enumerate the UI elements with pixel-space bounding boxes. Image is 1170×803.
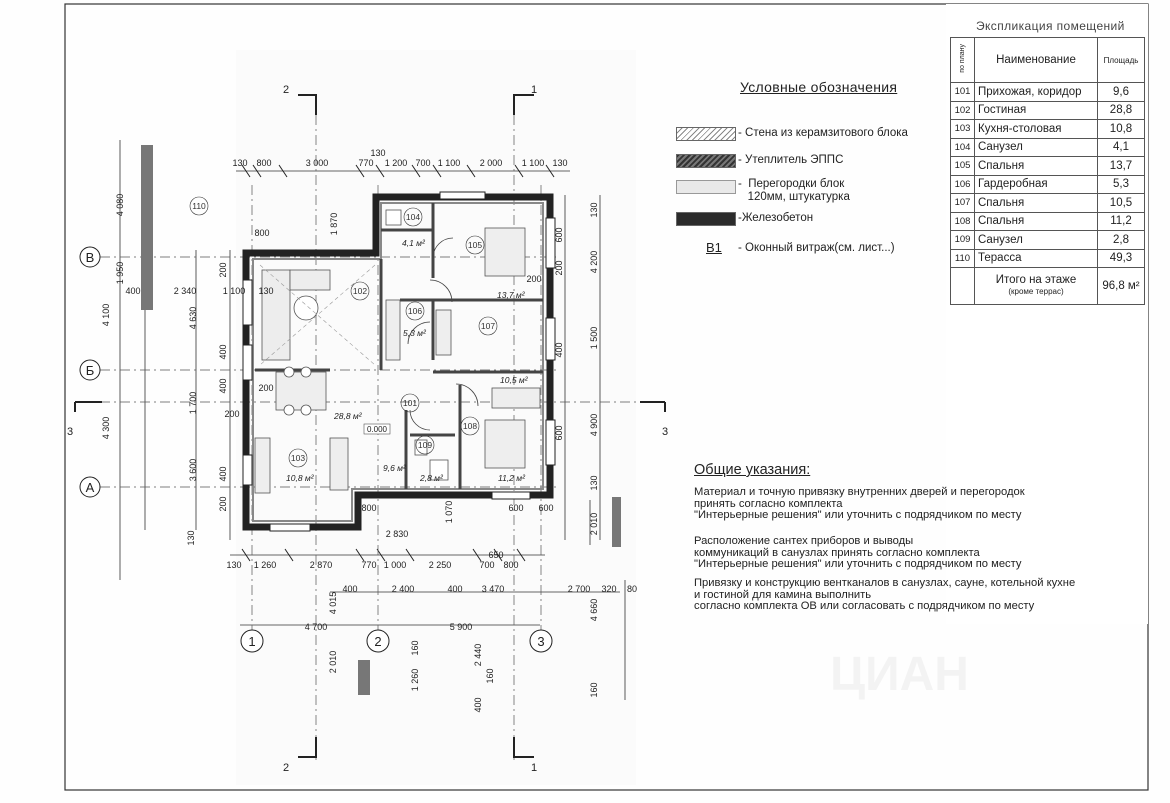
terrace-post-bottom — [358, 660, 370, 695]
dim-bot2-5: 320 — [601, 584, 617, 594]
room-area-103: 10,8 м² — [286, 473, 314, 483]
room-number-105: 105 — [467, 240, 483, 250]
room-area-102: 28,8 м² — [334, 411, 362, 421]
room-area-104: 4,1 м² — [402, 238, 425, 248]
dim-extra-1: 4 660 — [589, 598, 599, 622]
room-number-106: 106 — [407, 306, 423, 316]
dim-bot1-4: 1 000 — [383, 560, 407, 570]
dim-left-mid-2: 1 700 — [188, 391, 198, 415]
dim-left-row-1: 2 340 — [173, 286, 197, 296]
table-row: 104 Санузел 4,1 — [951, 138, 1145, 157]
dim-extra-8: 1 870 — [329, 212, 339, 236]
dim-left-mid-1: 4 630 — [188, 306, 198, 330]
dim-bot2-6: 80 — [626, 584, 638, 594]
axis-label-v: В — [85, 250, 95, 265]
explication-total-row — [951, 268, 1145, 305]
section-label-1-top: 1 — [530, 84, 538, 96]
dim-bot2-4: 2 700 — [567, 584, 591, 594]
dim-left-outer-1: 4 100 — [101, 303, 111, 327]
dim-right-6: 4 900 — [589, 413, 599, 437]
dim-top-7: 2 000 — [479, 158, 503, 168]
explication-table — [950, 37, 1145, 305]
dim-bot1-0: 130 — [226, 560, 242, 570]
dim-left-row-2: 1 100 — [222, 286, 246, 296]
table-row: 107 Спальня 10,5 — [951, 194, 1145, 213]
legend-item-partition: - Перегородки блок 120мм, штукатурка — [676, 180, 976, 194]
notes-title: Общие указания: — [694, 462, 811, 478]
table-row: 103 Кухня-столовая 10,8 — [951, 120, 1145, 139]
room-area-101: 9,6 м² — [383, 463, 406, 473]
terrace-column — [141, 145, 153, 310]
room-area-107: 10,5 м² — [500, 375, 528, 385]
table-row: 102 Гостиная 28,8 — [951, 101, 1145, 120]
dim-top-2: 3 000 — [305, 158, 329, 168]
dim-right-12: 1 070 — [444, 500, 454, 524]
room-number-103: 103 — [290, 453, 306, 463]
dim-top-3: 770 — [358, 158, 374, 168]
dim-bot1-5: 2 250 — [428, 560, 452, 570]
explication-title: Экспликация помещений — [976, 19, 1125, 33]
axis-label-1: 1 — [248, 634, 256, 649]
dim-bot1-1: 1 260 — [253, 560, 277, 570]
eps-insulation-swatch-icon — [676, 154, 736, 168]
level-mark: 0.000 — [366, 425, 388, 434]
table-row: 106 Гардеробная 5,3 — [951, 175, 1145, 194]
dim-left-inner-0: 200 — [218, 262, 228, 278]
dim-bot1-3: 770 — [361, 560, 377, 570]
dim-bot2-0: 400 — [342, 584, 358, 594]
dim-left-mid-3: 3 600 — [188, 458, 198, 482]
section-label-1-bottom: 1 — [530, 762, 538, 774]
dim-top-8: 1 100 — [521, 158, 545, 168]
dim-right-13: 800 — [361, 503, 377, 513]
dim-left-inner-2: 400 — [218, 378, 228, 394]
dim-top-0: 130 — [232, 158, 248, 168]
dim-extra-5: 160 — [485, 668, 495, 684]
dim-left-inner-5: 400 — [218, 466, 228, 482]
dim-bot1-2: 2 870 — [309, 560, 333, 570]
note-3: Привязку и конструкцию вентканалов в санузлах, сауне, котельной кухне и гостиной для камина выполнить согласно комплекта ОВ или согласовать с подрядчиком по месту — [694, 577, 1076, 612]
explication-header-name: Наименование — [975, 38, 1098, 83]
dim-left-inner-3: 200 — [224, 409, 240, 419]
dim-extra-4: 1 260 — [410, 668, 420, 692]
reinforced-concrete-swatch-icon — [676, 212, 736, 226]
dim-left-row-3: 130 — [258, 286, 274, 296]
dim-extra-11: 160 — [410, 640, 420, 656]
dim-left-inner-4: 200 — [258, 383, 274, 393]
dim-top-9: 130 — [552, 158, 568, 168]
dim-right-5: 400 — [554, 342, 564, 358]
dim-bot2-2: 400 — [447, 584, 463, 594]
dim-top-1: 800 — [256, 158, 272, 168]
room-number-110: 110 — [192, 201, 206, 211]
dim-right-11: 200 — [526, 274, 542, 284]
dim-2830: 2 830 — [385, 529, 409, 539]
dim-extra-7: 400 — [473, 697, 483, 713]
legend-item-eps-insulation: - Утеплитель ЭППС — [676, 154, 976, 168]
room-number-108: 108 — [462, 421, 478, 431]
axis-label-a: А — [85, 480, 95, 495]
dim-extra-3: 2 440 — [473, 643, 483, 667]
table-row: 110 Терасса 49,3 — [951, 249, 1145, 268]
window-label: - Оконный витраж(см. лист...) — [738, 242, 895, 254]
axis-label-3: 3 — [537, 634, 545, 649]
dim-left-inner-1: 400 — [218, 344, 228, 360]
dim-top-5: 700 — [415, 158, 431, 168]
room-area-108: 11,2 м² — [498, 473, 525, 483]
table-row: 109 Санузел 2,8 — [951, 231, 1145, 250]
dim-right-2: 200 — [554, 260, 564, 276]
dim-top-extra: 130 — [370, 148, 386, 158]
total-sub: (кроме террас) — [1008, 287, 1064, 296]
dim-left-mid-0: 1 950 — [115, 261, 125, 285]
dim-bot2-1: 2 400 — [391, 584, 415, 594]
dim-bot1-6: 700 — [479, 560, 495, 570]
section-label-3-left: 3 — [66, 426, 74, 438]
explication-header-num: по плану — [951, 38, 975, 83]
dim-left-row-0: 400 — [125, 286, 141, 296]
dim-left-outer-0: 4 080 — [115, 193, 125, 217]
table-row: 101 Прихожая, коридор 9,6 — [951, 83, 1145, 102]
dim-650: 650 — [488, 550, 504, 560]
room-area-109: 2,8 м² — [420, 473, 443, 483]
legend-item-reinforced-concrete: -Железобетон — [676, 212, 976, 226]
axis-label-2: 2 — [374, 634, 382, 649]
terrace-post-right — [612, 497, 621, 547]
note-2: Расположение сантех приборов и выводы коммуникаций в санузлах принять согласно комплекта "Интерьерные решения" или уточнить с подрядчиком по месту — [694, 535, 1022, 570]
dim-top-4: 1 200 — [384, 158, 408, 168]
dim-right-1: 600 — [554, 227, 564, 243]
dim-left-outer-2: 4 300 — [101, 416, 111, 440]
dim-extra-0: 4 015 — [328, 591, 338, 615]
dim-right-7: 130 — [589, 475, 599, 491]
section-label-2-top: 2 — [282, 84, 290, 96]
dim-extra-9: 800 — [254, 228, 270, 238]
dim-bot-5900: 5 900 — [449, 622, 473, 632]
ceramsite-wall-swatch-icon — [676, 127, 736, 141]
note-1: Материал и точную привязку внутренних дверей и перегородок принять согласно комплекта "Интерьерные решения" или уточнить с подрядчиком по месту — [694, 486, 1025, 521]
watermark — [830, 648, 969, 701]
section-label-3-right: 3 — [661, 426, 669, 438]
dim-right-3: 4 200 — [589, 250, 599, 274]
dim-left-inner-6: 200 — [218, 496, 228, 512]
dim-right-9: 600 — [508, 503, 524, 513]
explication-header-row — [951, 38, 1145, 83]
dim-bot-total: 4 700 — [304, 622, 328, 632]
room-number-107: 107 — [480, 321, 496, 331]
dim-extra-2: 160 — [589, 682, 599, 698]
partition-swatch-icon — [676, 180, 736, 194]
dim-left-inner-7: 130 — [186, 530, 196, 546]
section-label-2-bottom: 2 — [282, 762, 290, 774]
total-label: Итого на этаже — [995, 274, 1077, 286]
table-row: 105 Спальня 13,7 — [951, 157, 1145, 176]
room-number-104: 104 — [405, 212, 421, 222]
room-area-105: 13,7 м² — [497, 290, 525, 300]
room-number-109: 109 — [417, 440, 433, 450]
room-area-106: 5,3 м² — [403, 328, 426, 338]
total-area: 96,8 м² — [1098, 268, 1145, 305]
axis-label-b: Б — [85, 363, 95, 378]
dim-bot1-7: 800 — [503, 560, 519, 570]
dim-extra-10: 600 — [554, 425, 564, 441]
legend-item-ceramsite-wall: - Стена из керамзитового блока — [676, 127, 976, 141]
window-code: В1 — [706, 240, 722, 255]
explication-header-area: Площадь — [1098, 38, 1145, 83]
dim-extra-6: 2 010 — [328, 650, 338, 674]
room-number-102: 102 — [352, 286, 368, 296]
room-number-101: 101 — [402, 398, 418, 408]
dim-right-10: 600 — [538, 503, 554, 513]
legend-title: Условные обозначения — [740, 79, 898, 95]
dim-top-6: 1 100 — [437, 158, 461, 168]
dim-right-4: 1 500 — [589, 326, 599, 350]
dim-right-0: 130 — [589, 202, 599, 218]
table-row: 108 Спальня 11,2 — [951, 212, 1145, 231]
dim-bot2-3: 3 470 — [481, 584, 505, 594]
dim-right-8: 2 010 — [589, 512, 599, 536]
